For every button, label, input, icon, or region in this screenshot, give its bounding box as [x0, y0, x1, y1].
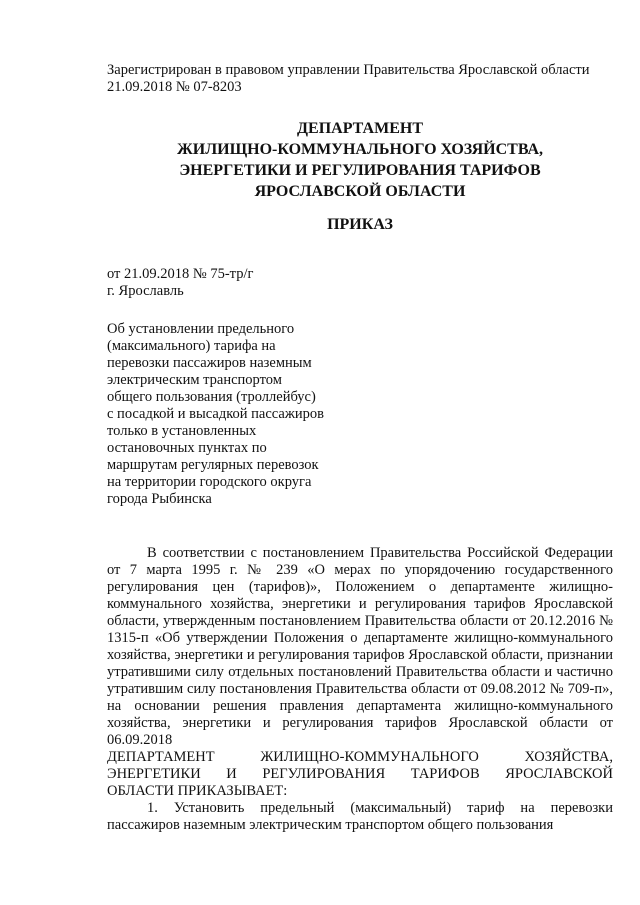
- subject-line: перевозки пассажиров наземным: [107, 355, 312, 371]
- department-line-1: ДЕПАРТАМЕНТ: [297, 120, 423, 137]
- subject-line: электрическим транспортом: [107, 372, 282, 388]
- department-line-4: ЯРОСЛАВСКОЙ ОБЛАСТИ: [254, 183, 466, 200]
- item-1-paragraph: 1. Установить предельный (максимальный) тариф на перевозки пассажиров наземным электрическим транспортом общего пользования: [107, 800, 613, 833]
- order-city: г. Ярославль: [107, 283, 184, 299]
- subject-line: маршрутам регулярных перевозок: [107, 457, 319, 473]
- subject-line: на территории городского округа: [107, 474, 312, 490]
- subject-line: остановочных пунктах по: [107, 440, 267, 456]
- subject-line: только в установленных: [107, 423, 257, 439]
- subject-line: общего пользования (троллейбус): [107, 389, 316, 405]
- decree-line-3: ОБЛАСТИ ПРИКАЗЫВАЕТ:: [107, 783, 288, 799]
- decree-line-2: ЭНЕРГЕТИКИ И РЕГУЛИРОВАНИЯ ТАРИФОВ ЯРОСЛАВСКОЙ: [107, 766, 613, 782]
- order-date-number: от 21.09.2018 № 75-тр/г: [107, 266, 254, 282]
- preamble-paragraph: В соответствии с постановлением Правительства Российской Федерации от 7 марта 1995 г. № 239 «О мерах по упорядочению государственного регулирования цен (тарифов)», Положением о департаменте жилищно-коммунального хозяйства, энергетики и регулирования тарифов Ярославской области, утвержденным постановлением Правительства области от 20.12.2016 № 1315-п «Об утверждении Положения о департаменте жилищно-коммунального хозяйства, энергетики и регулирования тарифов Ярославской области, признании утратившими силу отдельных постановлений Правительства области и частично утратившим силу постановления Правительства области от 09.08.2012 № 709-п», на основании решения правления департамента жилищно-коммунального хозяйства, энергетики и регулирования тарифов Ярославской области от 06.09.2018: [107, 545, 613, 748]
- subject-line: (максимального) тарифа на: [107, 338, 276, 354]
- order-subject: [107, 321, 362, 508]
- subject-line: города Рыбинска: [107, 491, 212, 507]
- registration-line-2: 21.09.2018 № 07-8203: [107, 79, 242, 95]
- decree-line-1: ДЕПАРТАМЕНТ ЖИЛИЩНО-КОММУНАЛЬНОГО ХОЗЯЙСТВА,: [107, 749, 613, 765]
- registration-note: [107, 62, 617, 96]
- order-body: [107, 545, 613, 834]
- department-line-3: ЭНЕРГЕТИКИ И РЕГУЛИРОВАНИЯ ТАРИФОВ: [179, 162, 541, 179]
- order-dateline: [107, 266, 253, 300]
- department-line-2: ЖИЛИЩНО-КОММУНАЛЬНОГО ХОЗЯЙСТВА,: [176, 141, 544, 158]
- registration-line-1: Зарегистрирован в правовом управлении Правительства Ярославской области: [107, 62, 590, 78]
- department-header: [100, 118, 620, 202]
- order-title: ПРИКАЗ: [327, 216, 393, 233]
- subject-line: Об установлении предельного: [107, 321, 295, 337]
- decree-statement: [107, 749, 613, 800]
- subject-line: с посадкой и высадкой пассажиров: [107, 406, 324, 422]
